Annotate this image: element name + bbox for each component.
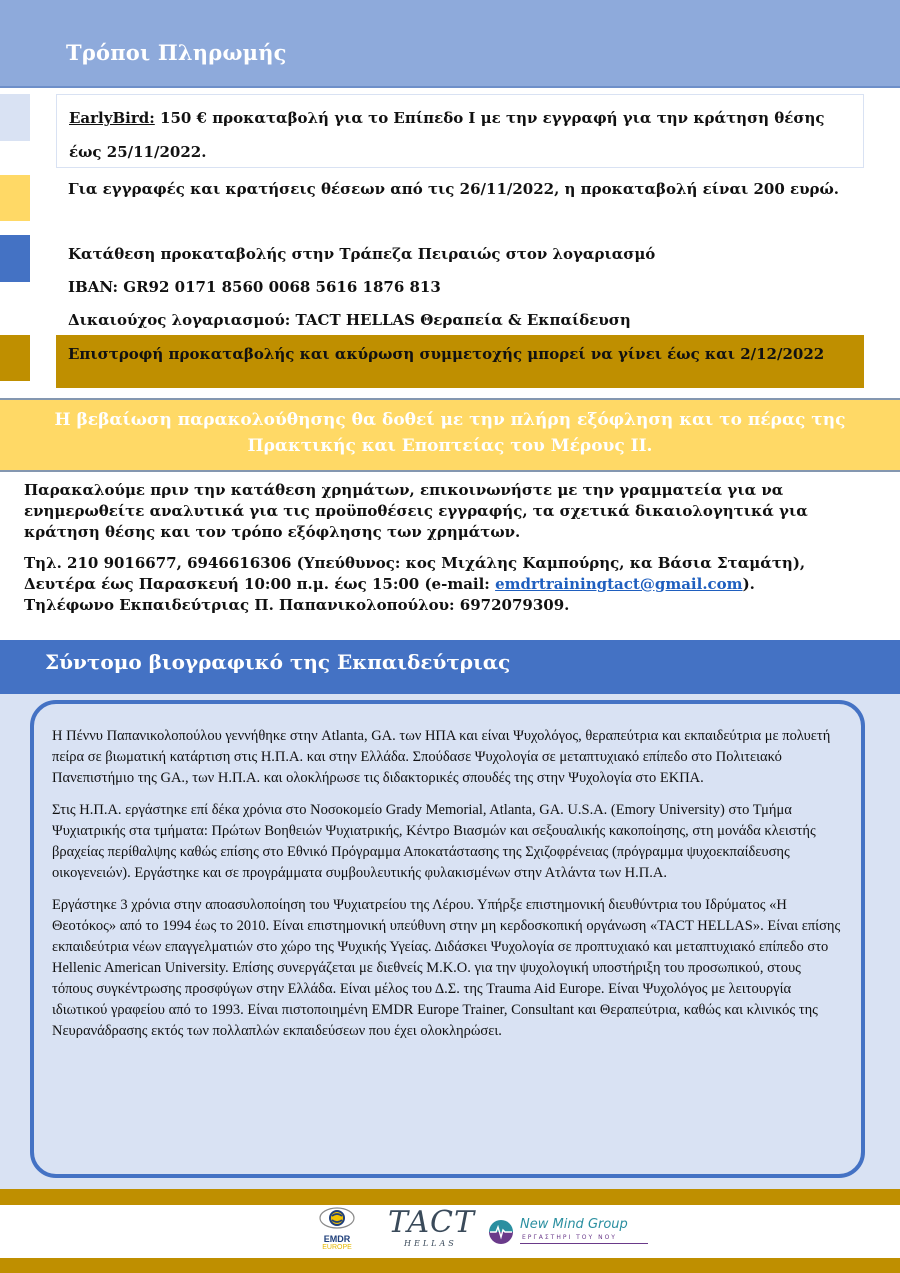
certificate-line-1: Η βεβαίωση παρακολούθησης θα δοθεί με την πλήρη εξόφληση και το πέρας της [54,410,846,430]
bank-details [56,238,864,337]
early-bird-label: EarlyBird: [69,109,155,127]
bio-box [30,700,865,1178]
color-tab-gold [0,335,30,381]
late-registration-text: Για εγγραφές και κρατήσεις θέσεων από τις 26/11/2022, η προκαταβολή είναι 200 ευρώ. [68,180,840,198]
new-mind-group-logo [488,1215,658,1251]
beneficiary-line: Δικαιούχος λογαριασμού: TACT HELLAS Θεραπεία & Εκπαίδευση [68,311,631,329]
contact-hours-suffix: ). [742,575,755,593]
trainer-phone-line: Τηλέφωνο Εκπαιδεύτριας Π. Παπανικολοπούλου: 6972079309. [24,596,570,614]
new-mind-logo-underline [520,1243,648,1244]
certificate-line-2: Πρακτικής και Εποπτείας του Μέρους ΙΙ. [247,436,653,456]
footer-logos [0,1205,900,1258]
tact-logo-subtext: HELLAS [404,1239,457,1248]
bio-paragraph: Στις Η.Π.Α. εργάστηκε επί δέκα χρόνια στο Νοσοκομείο Grady Memorial, Atlanta, GA. U.S.A. (Emory University) στο Τμήμα Ψυχιατρικής στα τμήματα: Πρώτων Βοηθειών Ψυχιατρικής, Κέντρο Βιασμών και σεξουαλικής κακοποίησης, στη μονάδα κλειστής βραχείας περίθαλψης καθώς επίσης στο Εθνικό Πρόγραμμα Αποκατάστασης της Σχιζοφρένειας (πρόγραμμα ψυχοεκπαίδευσης οικογενειών). Εργάστηκε και σε προγράμματα συμβουλευτικής φυλακισμένων στην Ατλάντα των Η.Π.Α. [52,802,816,881]
heartbeat-circle-icon [488,1219,514,1245]
contact-section [24,480,884,616]
refund-box [56,335,864,388]
contact-hours-line [24,574,884,595]
emdr-eye-icon [319,1207,355,1229]
footer-gold-band-top [0,1189,900,1205]
new-mind-logo-subtext: ΕΡΓΑΣΤΗΡΙ ΤΟΥ ΝΟΥ [522,1234,617,1241]
bio-paragraph: Εργάστηκε 3 χρόνια στην αποασυλοποίηση του Ψυχιατρείου της Λέρου. Υπήρξε επιστημονική διευθύντρια του Ιδρύματος «Η Θεοτόκος» από το 1994 έως το 2010. Είναι επιστημονική υπεύθυνη στην μη κερδοσκοπική οργάνωση «TACT HELLAS». Είναι επίσης εκπαιδεύτρια νέων επαγγελματιών στο χώρο της Ψυχικής Υγείας. Διδάσκει Ψυχολογία σε προπτυχιακό και μεταπτυχιακό επίπεδο στο Hellenic American University. Επίσης συνεργάζεται με διεθνείς Μ.Κ.Ο. για την ψυχολογική υποστήριξη του προσωπικού, στους τόπους συγκέντρωσης προσφύγων στην Ελλάδα. Είναι μέλος του Δ.Σ. της Trauma Aid Europe. Είναι Ψυχολόγος με λειτουργία ιδιωτικού γραφείου από το 1993. Είναι πιστοποιημένη EMDR Europe Trainer, Consultant και Θεραπεύτρια, καθώς και κλινικός της Νευρανάδρασης εκτός των πολλαπλών εκπαιδεύσεων που έχει ολοκληρώσει. [52,897,841,1039]
payment-header-band [0,0,900,88]
early-bird-box [56,94,864,168]
footer-gold-band-bottom [0,1258,900,1273]
new-mind-logo-text: New Mind Group [520,1217,628,1232]
emdr-logo-text: EMDR [323,1234,351,1244]
certificate-banner [0,398,900,472]
early-bird-text: 150 € προκαταβολή για το Επίπεδο Ι με την εγγραφή για την κράτηση θέσης έως 25/11/2022. [69,109,825,161]
bio-paragraph: Η Πέννυ Παπανικολοπούλου γεννήθηκε στην Atlanta, GA. των ΗΠΑ και είναι Ψυχολόγος, θεραπεύτρια και εκπαιδεύτρια με πολυετή πείρα σε βιωματική κατάρτιση στις Η.Π.Α. και στην Ελλάδα. Σπούδασε Ψυχολογία σε μεταπτυχιακό επίπεδο στο Πολιτειακό Πανεπιστήμιο της GA., των Η.Π.Α. και ολοκλήρωσε τις διδακτορικές σπουδές της στην Ψυχολογία στο ΕΚΠΑ. [52,728,831,786]
bio-section-title: Σύντομο βιογραφικό της Εκπαιδεύτριας [45,650,511,674]
contact-hours-prefix: Δευτέρα έως Παρασκευή 10:00 π.μ. έως 15:00 (e-mail: [24,575,496,593]
color-tab-yellow [0,175,30,221]
contact-notice: Παρακαλούμε πριν την κατάθεση χρημάτων, επικοινωνήστε με την γραμματεία για να ενημερωθείτε αναλυτικά για τις προϋποθέσεις εγγραφής, τα σχετικά δικαιολογητικά για κράτηση θέσης και τον τρόπο εξόφλησης των χρημάτων. [24,481,808,541]
bio-header-band [0,640,900,694]
emdr-europe-logo [314,1207,360,1257]
refund-text: Επιστροφή προκαταβολής και ακύρωση συμμετοχής μπορεί να γίνει έως και 2/12/2022 [68,345,825,363]
email-link[interactable]: emdrtrainingtact@gmail.com [495,575,743,593]
tact-hellas-logo [388,1205,475,1257]
color-tab-light-blue [0,94,30,141]
iban-line: IBAN: GR92 0171 8560 0068 5616 1876 813 [68,278,441,296]
tact-logo-text: TACT [388,1205,475,1240]
contact-phone-line: Τηλ. 210 9016677, 6946616306 (Υπεύθυνος: κος Μιχάλης Καμπούρης, κα Βάσια Σταμάτη), [24,554,806,572]
payment-section-title: Τρόποι Πληρωμής [66,40,287,65]
emdr-logo-subtext: EUROPE [322,1244,352,1251]
color-tab-blue [0,235,30,282]
bank-line: Κατάθεση προκαταβολής στην Τράπεζα Πειραιώς στον λογαριασμό [68,245,656,263]
